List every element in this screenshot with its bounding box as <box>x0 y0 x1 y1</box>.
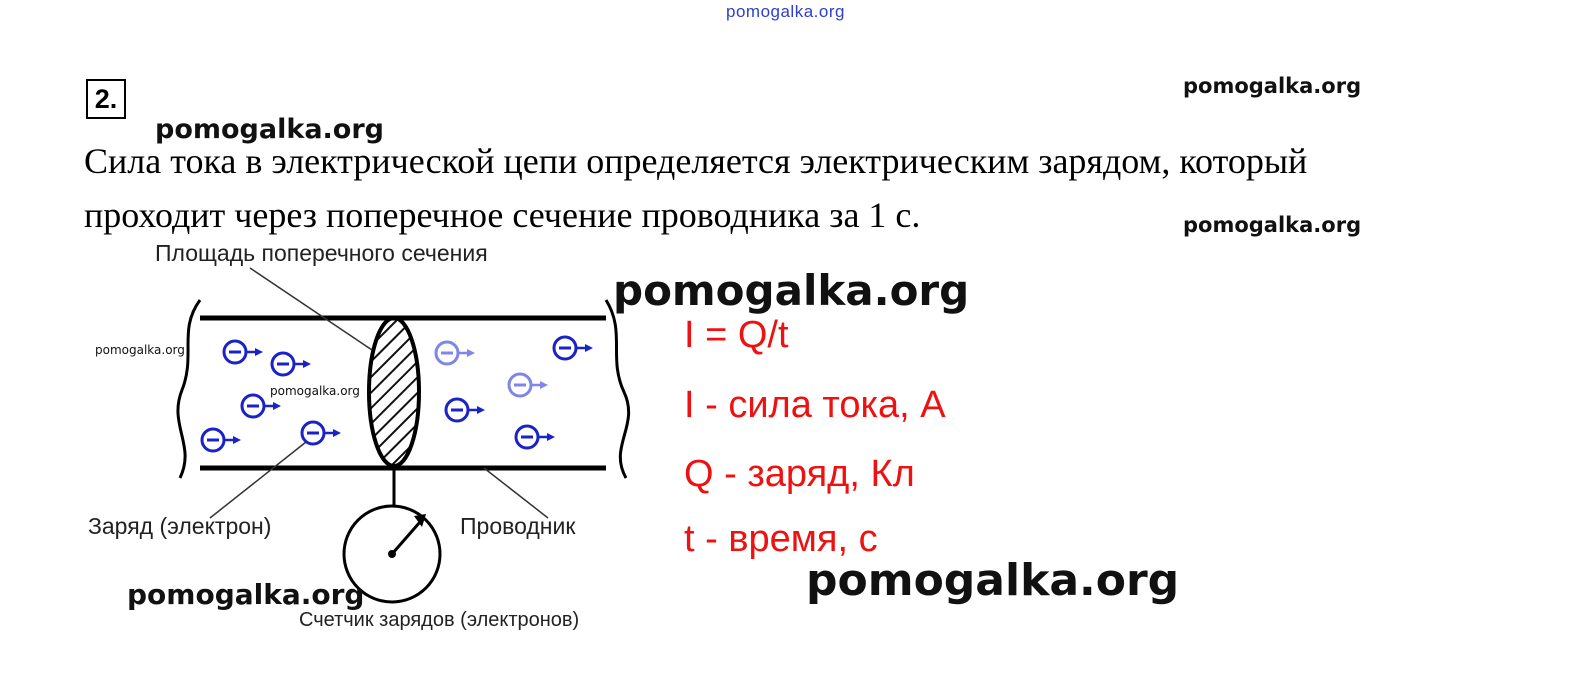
watermark-top: pomogalka.org <box>726 2 845 21</box>
label-cross-section: Площадь поперечного сечения <box>155 240 488 266</box>
electron-icon <box>202 429 241 451</box>
formula-charge: Q - заряд, Кл <box>684 453 915 495</box>
watermark: pomogalka.org <box>127 578 365 611</box>
watermark: pomogalka.org <box>806 555 1180 606</box>
watermark: pomogalka.org <box>95 343 185 357</box>
electron-icon <box>516 426 555 448</box>
electron-icon <box>554 337 593 359</box>
electron-icon <box>224 341 263 363</box>
electron-icon <box>446 399 485 421</box>
label-meter: Счетчик зарядов (электронов) <box>299 609 580 631</box>
watermark: pomogalka.org <box>613 266 970 315</box>
task-number: 2. <box>86 79 126 119</box>
label-charge: Заряд (электрон) <box>88 513 272 539</box>
electron-icon <box>242 395 281 417</box>
watermark: pomogalka.org <box>155 114 384 145</box>
pointer-line <box>484 468 548 518</box>
cross-section <box>369 318 419 466</box>
task-text: Сила тока в электрической цепи определяется электрическим зарядом, который проходит через поперечное сечение проводника за 1 с. <box>84 141 1308 235</box>
watermark: pomogalka.org <box>270 384 360 398</box>
watermark: pomogalka.org <box>1183 74 1362 98</box>
electron-icon <box>302 422 341 444</box>
electron-icon <box>436 342 475 364</box>
electron-icon <box>272 353 311 375</box>
pointer-line <box>250 268 372 350</box>
formula-current: I - сила тока, А <box>684 384 946 426</box>
formula-time: t - время, с <box>684 518 878 560</box>
formula-main: I = Q/t <box>684 314 789 356</box>
watermark: pomogalka.org <box>1183 213 1362 237</box>
electron-icon <box>509 374 548 396</box>
pointer-line <box>210 442 306 518</box>
label-conductor: Проводник <box>460 513 576 539</box>
